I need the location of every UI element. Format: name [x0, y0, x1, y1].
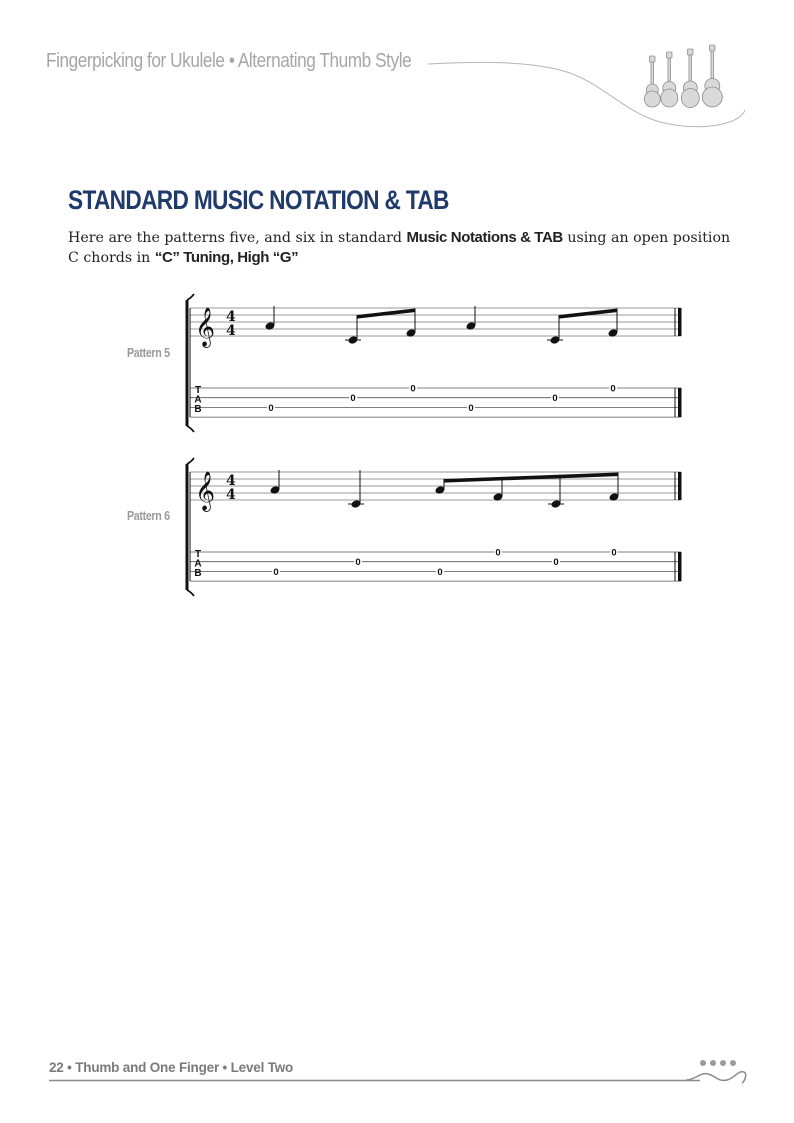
- intro-middle: using an open position C chords in: [68, 230, 731, 266]
- tab-final-barline-thick: [678, 552, 682, 581]
- tab-clef-letter: T: [194, 549, 202, 560]
- tab-fret-number: 0: [610, 383, 616, 395]
- intro-prefix: Here are the patterns five, and six in standard: [68, 230, 407, 246]
- time-signature-bottom: 4: [226, 487, 236, 503]
- pattern-5-label: Pattern 5: [127, 345, 170, 360]
- footer-rule: [0, 1055, 794, 1090]
- final-barline-thick: [678, 472, 682, 500]
- note-beam: [444, 473, 618, 483]
- time-signature-top: 4: [226, 309, 236, 325]
- time-signature-bottom: 4: [226, 323, 236, 339]
- tab-fret-number: 0: [495, 547, 501, 559]
- tab-fret-number: 0: [410, 383, 416, 395]
- tab-clef-letter: B: [194, 568, 202, 579]
- intro-bold-notation: Music Notations & TAB: [406, 229, 563, 246]
- tab-fret-number: 0: [268, 402, 274, 414]
- treble-clef-icon: 𝄞: [195, 471, 216, 511]
- tab-clef-letter: B: [194, 404, 202, 415]
- tab-clef-letter: A: [194, 394, 202, 406]
- note-beam: [559, 309, 617, 319]
- dots-and-wave-icon: [686, 1060, 746, 1083]
- bracket-bottom-hook: [187, 590, 194, 596]
- final-barline-thick: [678, 308, 682, 336]
- tab-fret-number: 0: [437, 566, 443, 578]
- pattern-6-label: Pattern 6: [127, 508, 170, 523]
- time-signature-top: 4: [226, 473, 236, 489]
- bracket-top-hook: [187, 294, 194, 300]
- footer-text: 22 • Thumb and One Finger • Level Two: [49, 1060, 294, 1075]
- tab-fret-number: 0: [468, 402, 474, 414]
- tab-fret-number: 0: [552, 393, 558, 405]
- intro-bold-tuning: “C” Tuning, High “G”: [154, 249, 299, 266]
- treble-clef-icon: 𝄞: [195, 307, 216, 347]
- tab-fret-number: 0: [273, 566, 279, 578]
- tab-fret-number: 0: [553, 557, 559, 569]
- tab-fret-number: 0: [350, 393, 356, 405]
- note-beam: [357, 309, 415, 319]
- section-title: STANDARD MUSIC NOTATION & TAB: [68, 185, 449, 215]
- tab-clef-letter: A: [194, 558, 202, 570]
- tab-fret-number: 0: [611, 547, 617, 559]
- tab-clef-letter: T: [194, 385, 202, 396]
- tab-fret-number: 0: [355, 557, 361, 569]
- tab-final-barline-thick: [678, 388, 682, 417]
- bracket-bottom-hook: [187, 426, 194, 432]
- running-header: Fingerpicking for Ukulele • Alternating Thumb Style: [46, 50, 412, 72]
- bracket-top-hook: [187, 458, 194, 464]
